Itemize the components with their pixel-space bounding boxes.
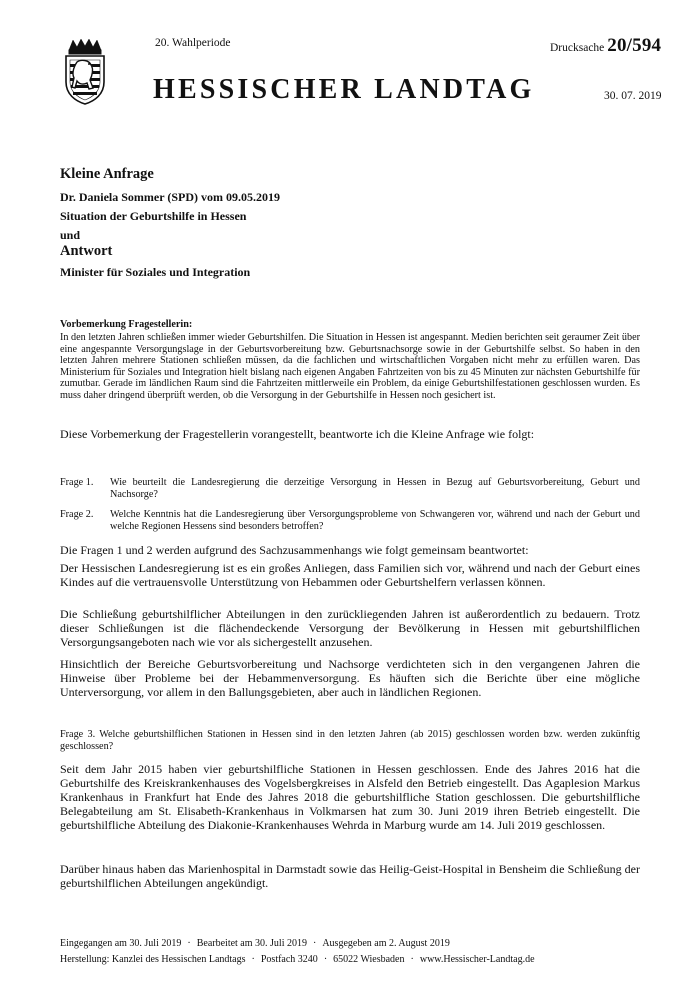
vorbemerkung-text: In den letzten Jahren schließen immer wieder Geburtshilfen. Die Situation in Hessen ist angespannt. Medien berichten seit geraumer Zeit über eine angespannte Versorgungslage in der Geburtsvorbereitung bzw. Geburtsnachsorge sowie in der Geburtshilfe selbst. So haben in den letzten Jahren mehrere Stationen schließen müssen, da die fachlichen und wirtschaftlichen Vorgaben nicht mehr zu erfüllen waren. Das Ministerium für Soziales und Integration hielt bislang nach eigenen Angaben Fahrtzeiten von bis zu 45 Minuten zur nächsten Geburtshilfe für zumutbar. Gerade im ländlichen Raum sind die Fahrtzeiten mittlerweile ein Problem, da einige Geburtshilfestationen geschlossen wurden. Es muss daher dringend überprüft werden, ob die Versorgung in der Geburtshilfe in Hessen noch gesichert ist.: [60, 332, 640, 401]
question-label: Frage 3.: [60, 729, 96, 740]
footer-eingegangen: Eingegangen am 30. Juli 2019: [60, 938, 182, 949]
drucksache: [550, 35, 661, 57]
institution-title: HESSISCHER LANDTAG: [153, 74, 535, 105]
und-line: und: [60, 228, 81, 242]
answer-paragraph: Darüber hinaus haben das Marienhospital in Darmstadt sowie das Heilig-Geist-Hospital in Bensheim die Schließung der geburtshilflichen Abteilungen angekündigt.: [60, 862, 640, 890]
footer-website-link[interactable]: www.Hessischer-Landtag.de: [419, 954, 535, 965]
question-label: Frage 1.: [60, 477, 94, 488]
footer-postfach: Postfach 3240: [260, 954, 318, 965]
wahlperiode: 20. Wahlperiode: [155, 37, 231, 49]
question-text: Welche Kenntnis hat die Landesregierung über Versorgungsprobleme von Schwangeren vor, während und nach der Geburt und welche Regionen Hessens sind besonders betroffen?: [110, 509, 640, 532]
question-3: [60, 729, 640, 752]
footer-publisher: [60, 954, 535, 965]
drucksache-number: 20/594: [607, 35, 662, 56]
footer-ausgegeben: Ausgegeben am 2. August 2019: [322, 938, 450, 949]
document-date: 30. 07. 2019: [604, 90, 662, 102]
vorbemerkung-title: Vorbemerkung Fragestellerin:: [60, 319, 193, 330]
question-2: [60, 509, 640, 532]
footer-separator: ·: [410, 954, 414, 965]
heading-kleine-anfrage: Kleine Anfrage: [60, 166, 154, 182]
coat-of-arms-icon: [63, 38, 107, 106]
subject-line: Situation der Geburtshilfe in Hessen: [60, 209, 247, 223]
answer-paragraph: Die Schließung geburtshilflicher Abteilungen in den zurückliegenden Jahren ist außerordentlich zu bedauern. Trotz dieser Schließungen ist die flächendeckende Versorgung der Bevölkerung in Hessen mit geburtshilflichen Versorgungsangeboten nach wie vor als sichergestellt anzusehen.: [60, 607, 640, 649]
answer-paragraph: Seit dem Jahr 2015 haben vier geburtshilfliche Stationen in Hessen geschlossen. Ende des Jahres 2016 hat die Geburtshilfe des Kreiskrankenhauses des Vogelsbergkreises in Alsfeld den Betrieb eingestellt. Das Agaplesion Markus Krankenhaus in Frankfurt hat Ende des Jahres 2018 die geburtshilfliche Station geschlossen. Die geburtshilfliche Belegabteilung am St. Elisabeth-Krankenhaus in Volkmarsen hat zum 30. Juni 2019 ihren Betrieb eingestellt. Die geburtshilfliche Abteilung des Diakonie-Krankenhauses Wehrda in Marburg wurde am 14. Juli 2019 geschlossen.: [60, 762, 640, 832]
footer-ort: 65022 Wiesbaden: [333, 954, 405, 965]
footer-separator: ·: [312, 938, 317, 949]
answer-paragraph: Der Hessischen Landesregierung ist es ein großes Anliegen, dass Familien sich vor, während und nach der Geburt eines Kindes auf die vertrauensvolle Unterstützung von Hebammen oder Geburtshelfern verlassen können.: [60, 561, 640, 589]
drucksache-label: Drucksache: [550, 42, 605, 54]
author-line: Dr. Daniela Sommer (SPD) vom 09.05.2019: [60, 190, 280, 204]
footer-separator: ·: [323, 954, 328, 965]
footer-separator: ·: [251, 954, 255, 965]
footer-herstellung: Herstellung: Kanzlei des Hessischen Landtags: [60, 954, 246, 965]
answer-paragraph: Hinsichtlich der Bereiche Geburtsvorbereitung und Nachsorge verdichteten sich in den vergangenen Jahren die Hinweise über Probleme bei der Hebammenversorgung. Es häuften sich die Berichte über eine mögliche Unterversorgung, vor allem in den Ballungsgebieten, aber auch in ländlichen Regionen.: [60, 657, 640, 699]
question-text: Welche geburtshilflichen Stationen in Hessen sind in den letzten Jahren (ab 2015) geschlossen worden bzw. werden zukünftig geschlossen?: [60, 729, 640, 752]
question-label: Frage 2.: [60, 509, 94, 520]
heading-antwort: Antwort: [60, 243, 113, 259]
question-1: [60, 477, 640, 500]
intro-paragraph: Diese Vorbemerkung der Fragestellerin vorangestellt, beantworte ich die Kleine Anfrage wie folgt:: [60, 427, 535, 441]
answer-paragraph: Die Fragen 1 und 2 werden aufgrund des Sachzusammenhangs wie folgt gemeinsam beantwortet:: [60, 543, 529, 557]
footer-dates: [60, 938, 450, 949]
footer-bearbeitet: Bearbeitet am 30. Juli 2019: [196, 938, 307, 949]
question-text: Wie beurteilt die Landesregierung die derzeitige Versorgung in Hessen in Bezug auf Geburtsvorbereitung, Geburt und Nachsorge?: [110, 477, 640, 500]
minister-line: Minister für Soziales und Integration: [60, 265, 251, 279]
footer-separator: ·: [187, 938, 191, 949]
